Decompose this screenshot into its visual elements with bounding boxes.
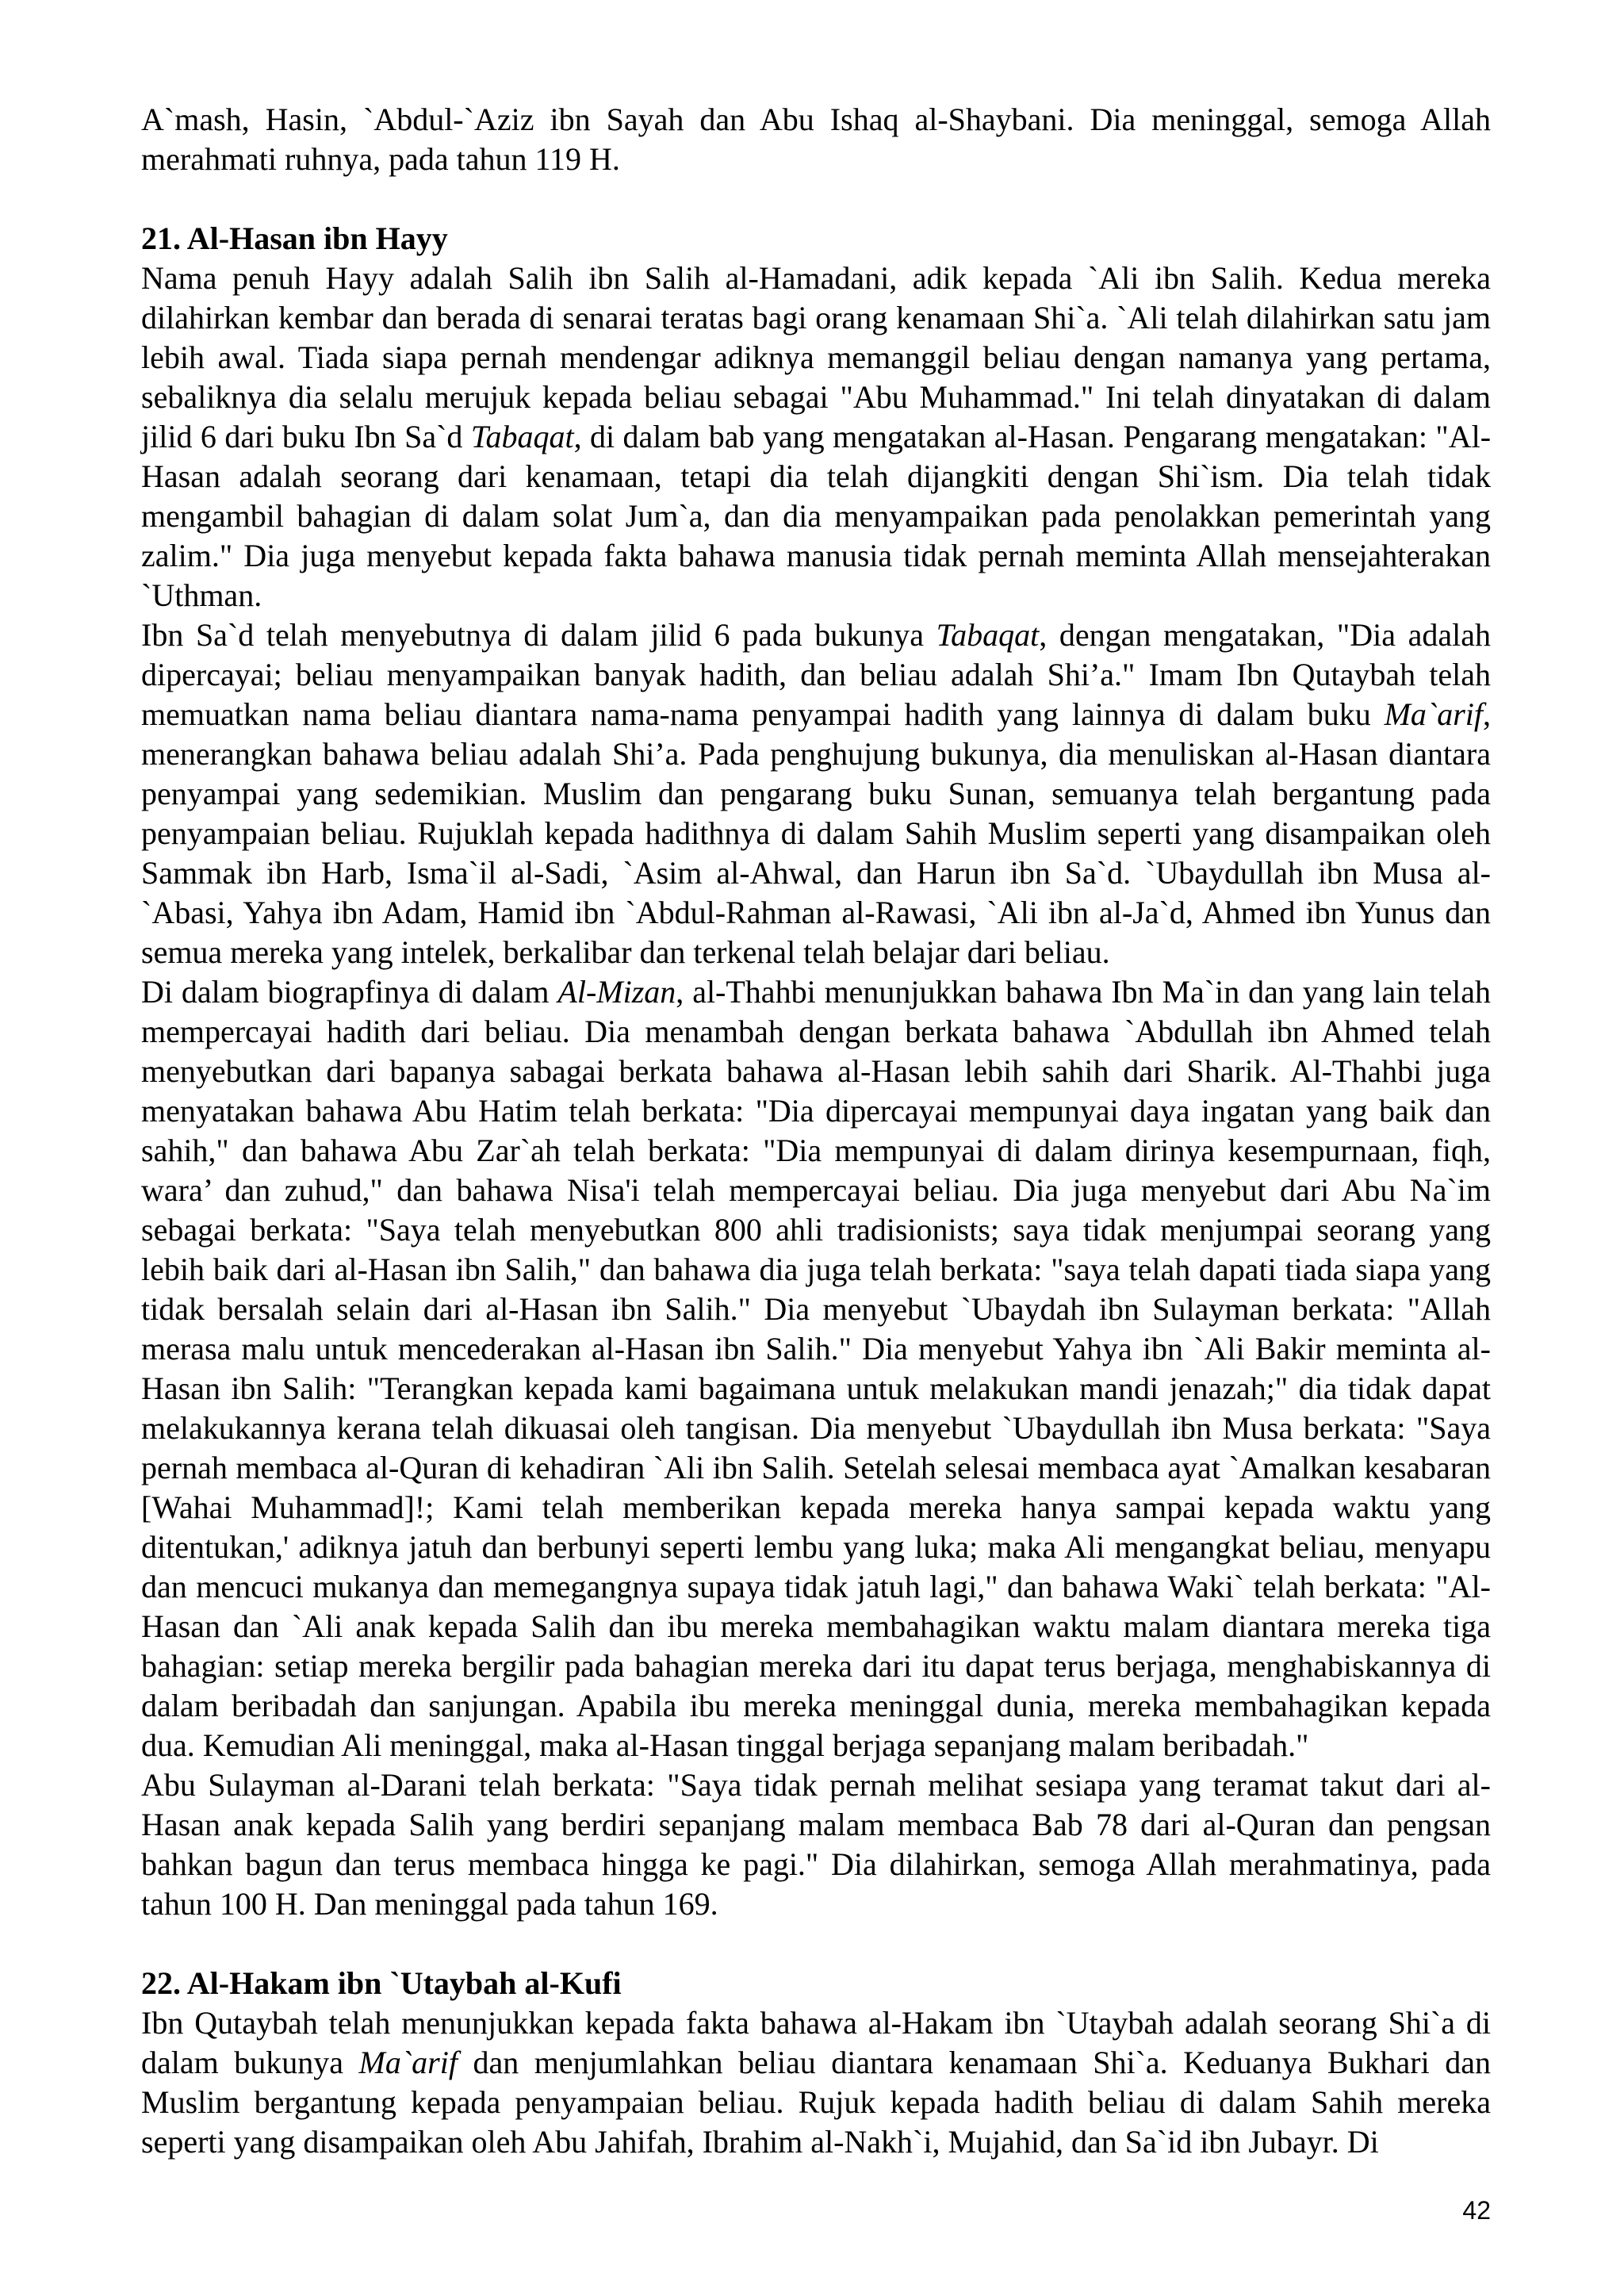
book-title: Ma`arif xyxy=(358,2045,458,2080)
text-run: , al-Thahbi menunjukkan bahawa Ibn Ma`in dan yang lain telah mempercayai hadith dari beliau. Dia menambah dengan berkata bahawa `Abdullah ibn Ahmed telah menyebutkan dari bapanya sabagai berkata bahawa al-Hasan lebih sahih dari Sharik. Al-Thahbi juga menyatakan bahawa Abu Hatim telah berkata: "Dia dipercayai mempunyai daya ingatan yang baik dan sahih," dan bahawa Abu Zar`ah telah berkata: "Dia mempunyai di dalam dirinya kesempurnaan, fiqh, wara’ dan zuhud," dan bahawa Nisa'i telah mempercayai beliau. Dia juga menyebut dari Abu Na`im sebagai berkata: "Saya telah menyebutkan 800 ahli tradisionists; saya tidak menjumpai seorang yang lebih baik dari al-Hasan ibn Salih," dan bahawa dia juga telah berkata: "saya telah dapati tiada siapa yang tidak bersalah selain dari al-Hasan ibn Salih." Dia menyebut `Ubaydah ibn Sulayman berkata: "Allah merasa malu untuk mencederakan al-Hasan ibn Salih." Dia menyebut Yahya ibn `Ali Bakir meminta al-Hasan ibn Salih: "Terangkan kepada kami bagaimana untuk melakukan mandi jenazah;" dia tidak dapat melakukannya kerana telah dikuasai oleh tangisan. Dia menyebut `Ubaydullah ibn Musa berkata: "Saya pernah membaca al-Quran di kehadiran `Ali ibn Salih. Setelah selesai membaca ayat `Amalkan kesabaran [Wahai Muhammad]!; Kami telah memberikan kepada mereka hanya sampai kepada waktu yang ditentukan,' adiknya jatuh dan berbunyi seperti lembu yang luka; maka Ali mengangkat beliau, menyapu dan mencuci mukanya dan memegangnya supaya tidak jatuh lagi," dan bahawa Waki` telah berkata: "Al-Hasan dan `Ali anak kepada Salih dan ibu mereka membahagikan waktu malam diantara mereka tiga bahagian: setiap mereka bergilir pada bahagian mereka dari itu dapat terus berjaga, menghabiskannya di dalam beribadah dan sanjungan. Apabila ibu mereka meninggal dunia, mereka membahagikan kepada dua. Kemudian Ali meninggal, maka al-Hasan tinggal berjaga sepanjang malam beribadah." xyxy=(141,974,1491,1763)
section-al-hasan-ibn-hayy xyxy=(141,219,1491,1924)
section-al-hakam-ibn-utaybah xyxy=(141,1964,1491,2162)
paragraph xyxy=(141,972,1491,1765)
intro-paragraph xyxy=(141,100,1491,179)
text-run: , di dalam bab yang mengatakan al-Hasan. Pengarang mengatakan: "Al-Hasan adalah seorang dari kenamaan, tetapi dia telah dijangkiti dengan Shi`ism. Dia telah tidak mengambil bahagian di dalam solat Jum`a, dan dia menyampaikan pada penolakkan pemerintah yang zalim." Dia juga menyebut kepada fakta bahawa manusia tidak pernah meminta Allah mensejahterakan `Uthman. xyxy=(141,419,1492,613)
paragraph xyxy=(141,2003,1491,2162)
paragraph xyxy=(141,615,1491,972)
intro-text: A`mash, Hasin, `Abdul-`Aziz ibn Sayah dan Abu Ishaq al-Shaybani. Dia meninggal, semoga Allah merahmati ruhnya, pada tahun 119 H. xyxy=(141,102,1491,177)
text-run: , dengan mengatakan, "Dia adalah dipercayai; beliau menyampaikan banyak hadith, dan beliau adalah Shi’a." Imam Ibn Qutaybah telah memuatkan nama beliau diantara nama-nama penyampai hadith yang lainnya di dalam buku xyxy=(141,617,1491,732)
paragraph xyxy=(141,1765,1491,1924)
text-run: , menerangkan bahawa beliau adalah Shi’a. Pada penghujung bukunya, dia menuliskan al-Hasan diantara penyampai yang sedemikian. Muslim dan pengarang buku Sunan, semuanya telah bergantung pada penyampaian beliau. Rujuklah kepada hadithnya di dalam Sahih Muslim seperti yang disampaikan oleh Sammak ibn Harb, Isma`il al-Sadi, `Asim al-Ahwal, dan Harun ibn Sa`d. `Ubaydullah ibn Musa al-`Abasi, Yahya ibn Adam, Hamid ibn `Abdul-Rahman al-Rawasi, `Ali ibn al-Ja`d, Ahmed ibn Yunus dan semua mereka yang intelek, berkalibar dan terkenal telah belajar dari beliau. xyxy=(141,696,1491,970)
book-title: Tabaqat xyxy=(936,617,1040,653)
paragraph xyxy=(141,259,1491,615)
text-run: Di dalam biograpfinya di dalam xyxy=(141,974,558,1010)
text-run: dan menjumlahkan beliau diantara kenamaan Shi`a. Keduanya Bukhari dan Muslim bergantung kepada penyampaian beliau. Rujuk kepada hadith beliau di dalam Sahih mereka seperti yang disampaikan oleh Abu Jahifah, Ibrahim al-Nakh`i, Mujahid, dan Sa`id ibn Jubayr. Di xyxy=(141,2045,1491,2160)
text-run: Ibn Qutaybah telah menunjukkan kepada fakta bahawa al-Hakam ibn `Utaybah adalah seorang Shi`a di dalam bukunya xyxy=(141,2005,1491,2080)
book-title: Tabaqat xyxy=(470,419,574,454)
section-heading: 21. Al-Hasan ibn Hayy xyxy=(141,220,448,256)
text-run: Abu Sulayman al-Darani telah berkata: "Saya tidak pernah melihat sesiapa yang teramat takut dari al-Hasan anak kepada Salih yang berdiri sepanjang malam membaca Bab 78 dari al-Quran dan pengsan bahkan bagun dan terus membaca hingga ke pagi." Dia dilahirkan, semoga Allah merahmatinya, pada tahun 100 H. Dan meninggal pada tahun 169. xyxy=(141,1767,1491,1922)
section-heading: 22. Al-Hakam ibn `Utaybah al-Kufi xyxy=(141,1965,622,2001)
text-run: Ibn Sa`d telah menyebutnya di dalam jilid 6 pada bukunya xyxy=(141,617,936,653)
document-page xyxy=(141,100,1491,2162)
book-title: Al-Mizan xyxy=(557,974,676,1010)
book-title: Ma`arif xyxy=(1384,696,1483,732)
text-run: Nama penuh Hayy adalah Salih ibn Salih al-Hamadani, adik kepada `Ali ibn Salih. Kedua mereka dilahirkan kembar dan berada di senarai teratas bagi orang kenamaan Shi`a. `Ali telah dilahirkan satu jam lebih awal. Tiada siapa pernah mendengar adiknya memanggil beliau dengan namanya yang pertama, sebaliknya dia selalu merujuk kepada beliau sebagai "Abu Muhammad." Ini telah dinyatakan di dalam jilid 6 dari buku Ibn Sa`d xyxy=(141,260,1491,454)
page-number: 42 xyxy=(1462,2196,1491,2225)
